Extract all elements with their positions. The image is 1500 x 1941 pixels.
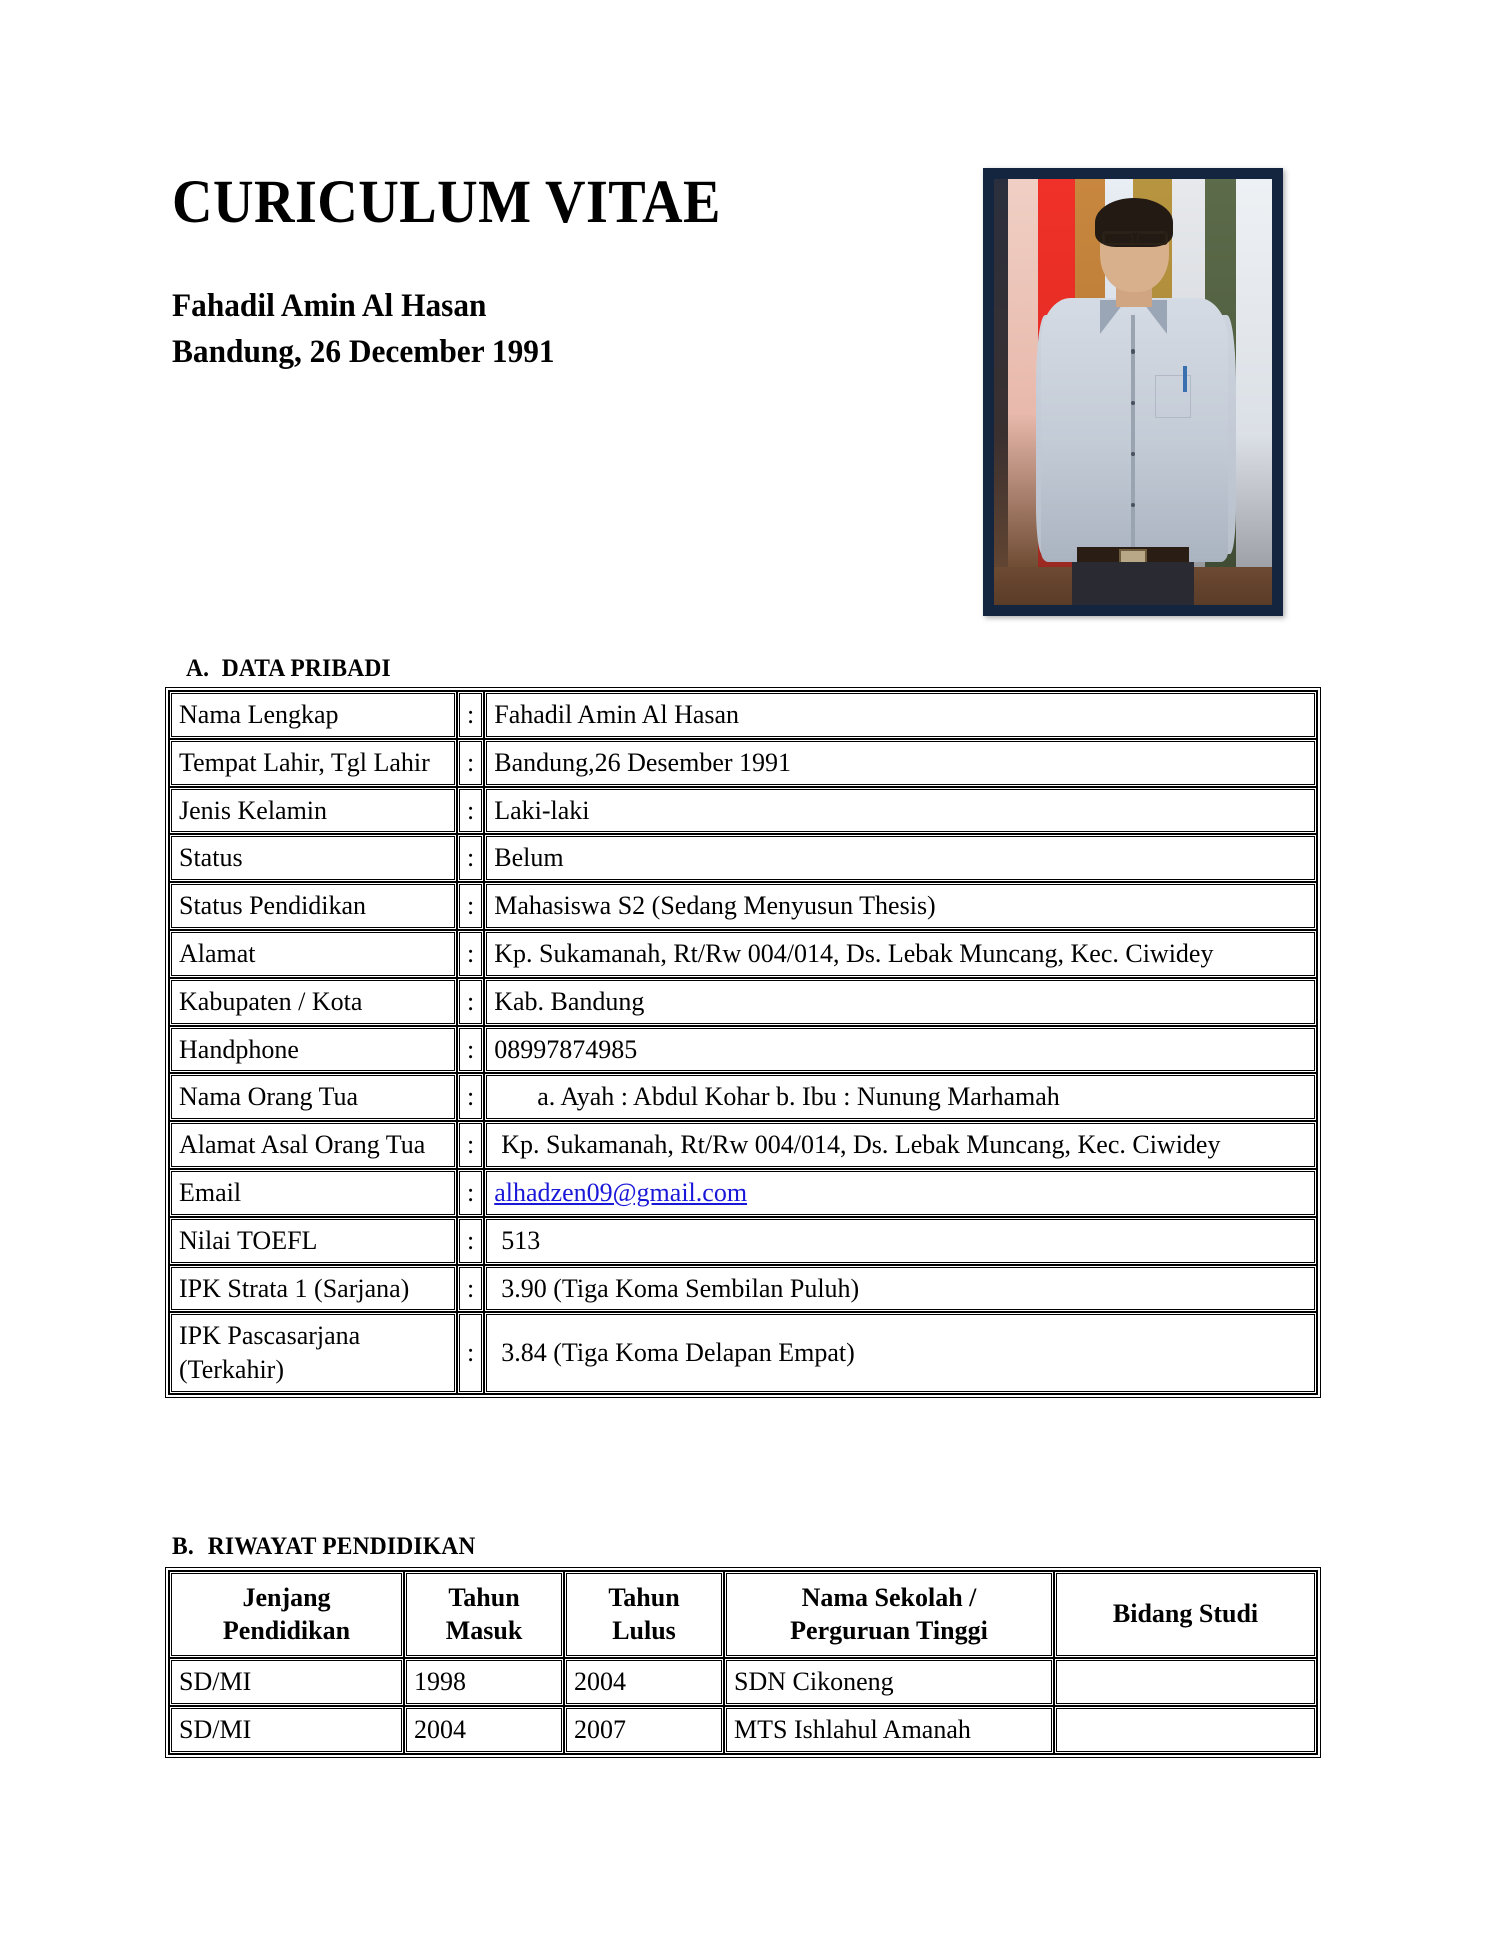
table-row — [169, 1217, 1317, 1265]
row-label: Tempat Lahir, Tgl Lahir — [169, 739, 457, 787]
row-colon: : — [457, 1073, 484, 1121]
cell-nama-sekolah: MTS Ishlahul Amanah — [724, 1706, 1054, 1754]
table-row — [169, 978, 1317, 1026]
row-value: 513 — [484, 1217, 1317, 1265]
table-row — [169, 1169, 1317, 1217]
row-label: Status — [169, 834, 457, 882]
row-colon: : — [457, 739, 484, 787]
row-label: Jenis Kelamin — [169, 787, 457, 835]
column-header-nama-sekolah — [724, 1571, 1054, 1658]
personal-data-table — [168, 690, 1318, 1395]
table-row — [169, 1265, 1317, 1313]
row-colon: : — [457, 1265, 484, 1313]
row-value: Kab. Bandung — [484, 978, 1317, 1026]
row-label: Kabupaten / Kota — [169, 978, 457, 1026]
table-row — [169, 1026, 1317, 1074]
row-label: Status Pendidikan — [169, 882, 457, 930]
row-label: Alamat Asal Orang Tua — [169, 1121, 457, 1169]
column-header-bidang-studi — [1054, 1571, 1317, 1658]
row-label: Email — [169, 1169, 457, 1217]
flag-backdrop-stripe — [994, 179, 1008, 605]
pen-icon — [1183, 366, 1187, 392]
row-value: Kp. Sukamanah, Rt/Rw 004/014, Ds. Lebak Muncang, Kec. Ciwidey — [484, 930, 1317, 978]
cell-nama-sekolah: SDN Cikoneng — [724, 1658, 1054, 1706]
shirt-button — [1131, 401, 1135, 405]
row-colon: : — [457, 1169, 484, 1217]
table-row — [169, 1121, 1317, 1169]
cell-tahun-lulus: 2004 — [564, 1658, 724, 1706]
portrait-photo-frame — [983, 168, 1283, 616]
row-label: Nama Lengkap — [169, 691, 457, 739]
cell-jenjang: SD/MI — [169, 1658, 404, 1706]
column-header-tahun-masuk — [404, 1571, 564, 1658]
row-colon: : — [457, 1217, 484, 1265]
row-label: Handphone — [169, 1026, 457, 1074]
flag-backdrop-stripe — [1008, 179, 1039, 605]
table-row — [169, 787, 1317, 835]
header-line: Bidang Studi — [1112, 1599, 1259, 1629]
row-colon: : — [457, 978, 484, 1026]
row-label: IPK Strata 1 (Sarjana) — [169, 1265, 457, 1313]
table-row — [169, 691, 1317, 739]
row-colon: : — [457, 691, 484, 739]
section-letter: A. — [186, 655, 210, 682]
table-row — [169, 1658, 1317, 1706]
header-line: Jenjang — [242, 1583, 331, 1612]
row-value: a. Ayah : Abdul Kohar b. Ibu : Nunung Marhamah — [484, 1073, 1317, 1121]
header-line: Tahun — [448, 1583, 520, 1612]
table-row — [169, 930, 1317, 978]
table-header-row — [169, 1571, 1317, 1658]
education-table-body — [169, 1658, 1317, 1754]
row-label: Alamat — [169, 930, 457, 978]
education-history-table — [168, 1570, 1318, 1755]
shirt-button — [1131, 349, 1135, 353]
table-row — [169, 1706, 1317, 1754]
row-label: Nilai TOEFL — [169, 1217, 457, 1265]
section-heading-data-pribadi — [186, 655, 391, 683]
cell-tahun-lulus: 2007 — [564, 1706, 724, 1754]
email-link[interactable]: alhadzen09@gmail.com — [494, 1177, 748, 1207]
header-line: Pendidikan — [222, 1615, 351, 1645]
header-line: Masuk — [445, 1615, 523, 1645]
table-row — [169, 1312, 1317, 1394]
row-value — [484, 1169, 1317, 1217]
row-colon: : — [457, 834, 484, 882]
header-line: Tahun — [608, 1583, 680, 1612]
row-colon: : — [457, 1312, 484, 1394]
column-header-tahun-lulus — [564, 1571, 724, 1658]
header-line: Lulus — [612, 1615, 676, 1645]
personal-data-body — [169, 691, 1317, 1394]
cell-bidang-studi — [1054, 1658, 1317, 1706]
row-colon: : — [457, 1026, 484, 1074]
row-colon: : — [457, 882, 484, 930]
person-trousers — [1072, 562, 1194, 605]
section-letter: B. — [172, 1533, 194, 1560]
section-title: RIWAYAT PENDIDIKAN — [207, 1533, 476, 1560]
portrait-photo — [994, 179, 1272, 605]
table-row — [169, 1073, 1317, 1121]
cell-tahun-masuk: 2004 — [404, 1706, 564, 1754]
person-name: Fahadil Amin Al Hasan — [172, 288, 487, 324]
row-colon: : — [457, 930, 484, 978]
row-value: 08997874985 — [484, 1026, 1317, 1074]
row-value: 3.90 (Tiga Koma Sembilan Puluh) — [484, 1265, 1317, 1313]
header-line: Perguruan Tinggi — [790, 1615, 988, 1645]
row-label: IPK Pascasarjana (Terkahir) — [169, 1312, 457, 1394]
cell-tahun-masuk: 1998 — [404, 1658, 564, 1706]
section-title: DATA PRIBADI — [221, 655, 391, 682]
row-value: Fahadil Amin Al Hasan — [484, 691, 1317, 739]
page-title: CURICULUM VITAE — [172, 169, 721, 236]
table-row — [169, 834, 1317, 882]
cell-jenjang: SD/MI — [169, 1706, 404, 1754]
row-label: Nama Orang Tua — [169, 1073, 457, 1121]
row-colon: : — [457, 787, 484, 835]
table-row — [169, 882, 1317, 930]
cell-bidang-studi — [1054, 1706, 1317, 1754]
row-colon: : — [457, 1121, 484, 1169]
row-value: Belum — [484, 834, 1317, 882]
header-zone — [0, 0, 1500, 520]
column-header-jenjang-pendidikan — [169, 1571, 404, 1658]
row-value: Kp. Sukamanah, Rt/Rw 004/014, Ds. Lebak Muncang, Kec. Ciwidey — [484, 1121, 1317, 1169]
row-value: Laki-laki — [484, 787, 1317, 835]
person-birthplace-date: Bandung, 26 December 1991 — [172, 334, 555, 370]
row-value: Mahasiswa S2 (Sedang Menyusun Thesis) — [484, 882, 1317, 930]
section-heading-riwayat-pendidikan — [172, 1533, 476, 1561]
flag-backdrop-stripe — [1236, 179, 1272, 605]
table-row — [169, 739, 1317, 787]
glasses-icon — [1102, 231, 1167, 245]
header-line: Nama Sekolah / — [801, 1583, 977, 1612]
education-table-head — [169, 1571, 1317, 1658]
row-value: Bandung,26 Desember 1991 — [484, 739, 1317, 787]
row-value: 3.84 (Tiga Koma Delapan Empat) — [484, 1312, 1317, 1394]
